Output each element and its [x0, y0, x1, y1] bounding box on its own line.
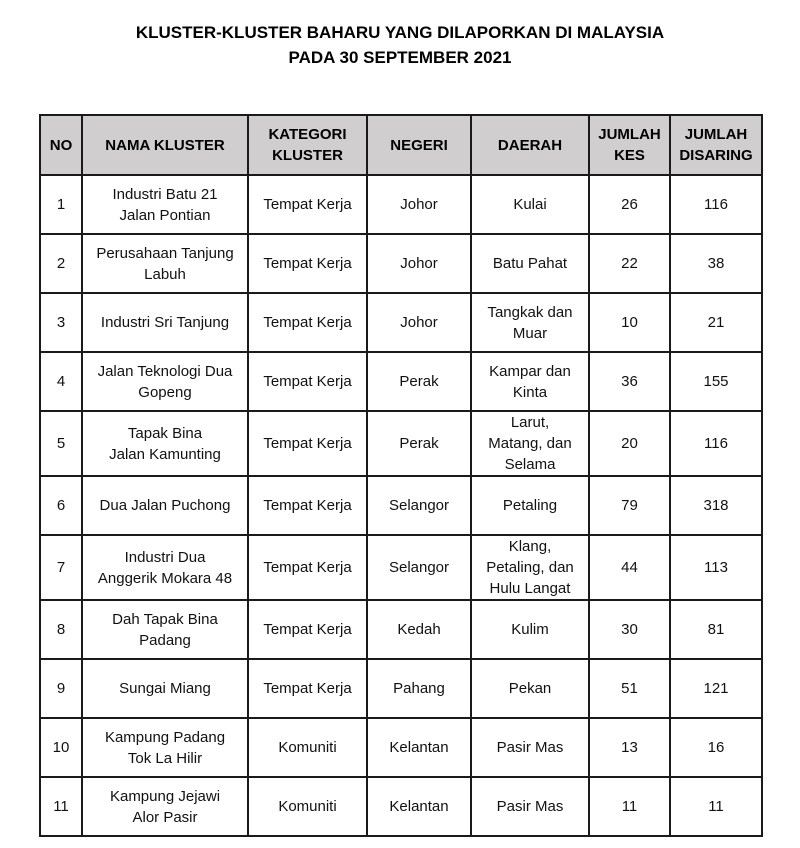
cell-no: 8	[40, 600, 82, 659]
cell-jumlah-disaring: 121	[670, 659, 762, 718]
cell-nama-kluster: Perusahaan Tanjung Labuh	[82, 234, 248, 293]
cell-jumlah-disaring: 21	[670, 293, 762, 352]
cell-kategori: Tempat Kerja	[248, 535, 367, 600]
cell-kategori: Tempat Kerja	[248, 293, 367, 352]
cell-no: 3	[40, 293, 82, 352]
table-row	[40, 175, 762, 234]
cell-daerah: Tangkak dan Muar	[471, 293, 589, 352]
cell-kategori: Komuniti	[248, 777, 367, 836]
cell-no: 4	[40, 352, 82, 411]
cell-no: 11	[40, 777, 82, 836]
cell-daerah: Kulim	[471, 600, 589, 659]
cluster-table	[39, 114, 763, 837]
cell-kategori: Komuniti	[248, 718, 367, 777]
cell-jumlah-kes: 36	[589, 352, 670, 411]
cell-daerah: Klang, Petaling, dan Hulu Langat	[471, 535, 589, 600]
document-subtitle-date: PADA 30 SEPTEMBER 2021	[288, 48, 512, 67]
cell-kategori: Tempat Kerja	[248, 352, 367, 411]
header-no: NO	[40, 115, 82, 175]
cell-negeri: Kelantan	[367, 718, 471, 777]
cell-nama-kluster: Industri Sri Tanjung	[82, 293, 248, 352]
table-row	[40, 234, 762, 293]
cell-daerah: Petaling	[471, 476, 589, 535]
cell-negeri: Selangor	[367, 476, 471, 535]
header-daerah: DAERAH	[471, 115, 589, 175]
cell-jumlah-kes: 30	[589, 600, 670, 659]
cell-jumlah-kes: 26	[589, 175, 670, 234]
header-jumlah-kes: JUMLAH KES	[589, 115, 670, 175]
cell-jumlah-disaring: 116	[670, 175, 762, 234]
cell-nama-kluster: Sungai Miang	[82, 659, 248, 718]
table-row	[40, 476, 762, 535]
table-row	[40, 777, 762, 836]
table-row	[40, 352, 762, 411]
cell-daerah: Kulai	[471, 175, 589, 234]
cell-kategori: Tempat Kerja	[248, 411, 367, 476]
cell-no: 1	[40, 175, 82, 234]
header-negeri: NEGERI	[367, 115, 471, 175]
cell-negeri: Kedah	[367, 600, 471, 659]
cell-jumlah-disaring: 113	[670, 535, 762, 600]
cell-negeri: Pahang	[367, 659, 471, 718]
table-row	[40, 411, 762, 476]
cell-negeri: Kelantan	[367, 777, 471, 836]
cell-daerah: Larut, Matang, dan Selama	[471, 411, 589, 476]
cell-jumlah-disaring: 11	[670, 777, 762, 836]
cell-jumlah-kes: 44	[589, 535, 670, 600]
cell-jumlah-kes: 79	[589, 476, 670, 535]
cell-negeri: Perak	[367, 411, 471, 476]
cell-no: 10	[40, 718, 82, 777]
cell-nama-kluster: Kampung Padang Tok La Hilir	[82, 718, 248, 777]
cell-jumlah-kes: 22	[589, 234, 670, 293]
cell-negeri: Johor	[367, 175, 471, 234]
table-row	[40, 600, 762, 659]
cell-jumlah-disaring: 116	[670, 411, 762, 476]
header-kategori-kluster: KATEGORI KLUSTER	[248, 115, 367, 175]
cell-jumlah-kes: 13	[589, 718, 670, 777]
cell-jumlah-kes: 20	[589, 411, 670, 476]
cell-kategori: Tempat Kerja	[248, 476, 367, 535]
cell-negeri: Johor	[367, 293, 471, 352]
cell-nama-kluster: Industri Batu 21 Jalan Pontian	[82, 175, 248, 234]
cell-jumlah-kes: 10	[589, 293, 670, 352]
table-row	[40, 293, 762, 352]
cell-jumlah-disaring: 318	[670, 476, 762, 535]
cell-kategori: Tempat Kerja	[248, 600, 367, 659]
table-row	[40, 659, 762, 718]
cell-daerah: Kampar dan Kinta	[471, 352, 589, 411]
cell-kategori: Tempat Kerja	[248, 175, 367, 234]
cell-daerah: Pasir Mas	[471, 718, 589, 777]
cell-daerah: Batu Pahat	[471, 234, 589, 293]
cell-daerah: Pasir Mas	[471, 777, 589, 836]
cell-jumlah-disaring: 16	[670, 718, 762, 777]
cell-nama-kluster: Dua Jalan Puchong	[82, 476, 248, 535]
cell-nama-kluster: Tapak Bina Jalan Kamunting	[82, 411, 248, 476]
cell-daerah: Pekan	[471, 659, 589, 718]
cell-no: 2	[40, 234, 82, 293]
header-jumlah-disaring: JUMLAH DISARING	[670, 115, 762, 175]
cell-jumlah-disaring: 155	[670, 352, 762, 411]
cell-nama-kluster: Kampung Jejawi Alor Pasir	[82, 777, 248, 836]
cell-negeri: Johor	[367, 234, 471, 293]
cell-negeri: Perak	[367, 352, 471, 411]
cell-jumlah-disaring: 81	[670, 600, 762, 659]
table-header-row	[40, 115, 762, 175]
cell-jumlah-disaring: 38	[670, 234, 762, 293]
cell-jumlah-kes: 51	[589, 659, 670, 718]
cell-no: 6	[40, 476, 82, 535]
cell-negeri: Selangor	[367, 535, 471, 600]
header-nama-kluster: NAMA KLUSTER	[82, 115, 248, 175]
table-row	[40, 718, 762, 777]
document-title: KLUSTER-KLUSTER BAHARU YANG DILAPORKAN DI MALAYSIA	[135, 23, 665, 42]
cell-nama-kluster: Industri Dua Anggerik Mokara 48	[82, 535, 248, 600]
cell-nama-kluster: Jalan Teknologi Dua Gopeng	[82, 352, 248, 411]
cell-nama-kluster: Dah Tapak Bina Padang	[82, 600, 248, 659]
cell-no: 7	[40, 535, 82, 600]
cell-kategori: Tempat Kerja	[248, 659, 367, 718]
cell-kategori: Tempat Kerja	[248, 234, 367, 293]
cell-no: 5	[40, 411, 82, 476]
cell-no: 9	[40, 659, 82, 718]
cell-jumlah-kes: 11	[589, 777, 670, 836]
table-row	[40, 535, 762, 600]
